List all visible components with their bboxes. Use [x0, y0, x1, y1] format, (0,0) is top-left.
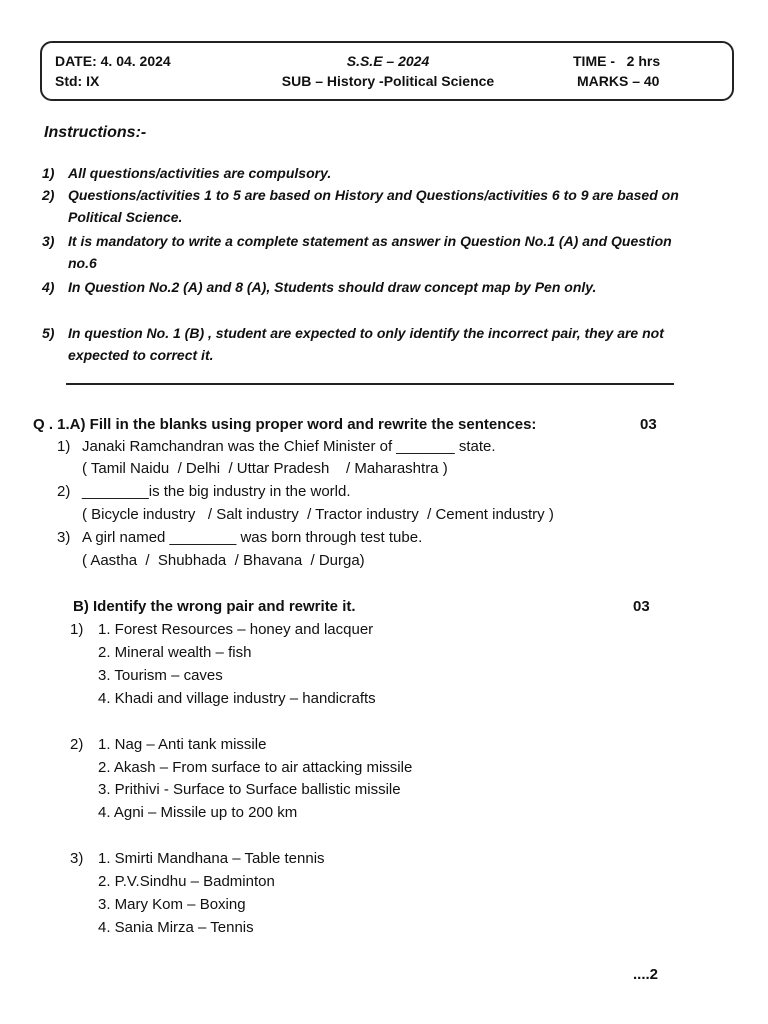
q1a-options: ( Bicycle industry / Salt industry / Tractor industry / Cement industry ) [82, 506, 554, 523]
q1b-pair: 3. Prithivi - Surface to Surface ballistic missile [98, 781, 401, 798]
total-marks: MARKS – 40 [577, 73, 660, 89]
q1a-item-number: 3) [57, 529, 71, 546]
q1a-question: ________is the big industry in the world. [82, 483, 351, 500]
exam-title: S.S.E – 2024 [346, 53, 430, 69]
subject: SUB – History -Political Science [281, 73, 495, 89]
q1b-pair: 1. Smirti Mandhana – Table tennis [98, 850, 325, 867]
q1b-group-number: 2) [70, 736, 84, 753]
q1b-pair: 3. Tourism – caves [98, 667, 223, 684]
instruction-text: It is mandatory to write a complete statement as answer in Question No.1 (A) and Question no.6 [68, 233, 672, 271]
q1a-heading: Q . 1.A) Fill in the blanks using proper word and rewrite the sentences: [33, 416, 537, 433]
q1b-group-number: 1) [70, 621, 84, 638]
q1b-pair: 4. Agni – Missile up to 200 km [98, 804, 298, 821]
instruction-number: 3) [42, 233, 55, 249]
q1b-marks: 03 [633, 598, 650, 615]
standard: Std: IX [55, 73, 100, 89]
q1b-pair: 3. Mary Kom – Boxing [98, 896, 246, 913]
q1a-options: ( Tamil Naidu / Delhi / Uttar Pradesh / Maharashtra ) [82, 460, 448, 477]
exam-duration: TIME - 2 hrs [573, 53, 661, 69]
q1b-group-number: 3) [70, 850, 84, 867]
q1b-pair: 2. P.V.Sindhu – Badminton [98, 873, 275, 890]
instructions-title: Instructions:- [44, 124, 147, 141]
q1b-pair: 4. Sania Mirza – Tennis [98, 919, 254, 936]
header-box [40, 41, 734, 101]
page-continuation-marker: ....2 [633, 966, 659, 983]
q1a-item-number: 1) [57, 438, 71, 455]
instruction-number: 4) [42, 279, 55, 295]
q1b-pair: 1. Forest Resources – honey and lacquer [98, 621, 374, 638]
q1a-item-number: 2) [57, 483, 71, 500]
q1b-pair: 2. Mineral wealth – fish [98, 644, 252, 661]
instruction-number: 2) [42, 187, 55, 203]
instruction-text: In question No. 1 (B) , student are expected to only identify the incorrect pair, they are not expected to correct it. [68, 325, 664, 363]
instruction-text: In Question No.2 (A) and 8 (A), Students should draw concept map by Pen only. [68, 279, 597, 295]
q1a-question: Janaki Ramchandran was the Chief Minister of _______ state. [82, 438, 496, 455]
q1a-options: ( Aastha / Shubhada / Bhavana / Durga) [82, 552, 365, 569]
q1b-heading: B) Identify the wrong pair and rewrite it. [73, 598, 356, 615]
q1a-marks: 03 [640, 416, 657, 433]
q1b-pair: 2. Akash – From surface to air attacking missile [98, 759, 413, 776]
instruction-number: 5) [42, 325, 55, 341]
q1a-question: A girl named ________ was born through test tube. [82, 529, 423, 546]
instruction-number: 1) [42, 165, 55, 181]
instruction-text: All questions/activities are compulsory. [68, 165, 332, 181]
q1b-pair: 1. Nag – Anti tank missile [98, 736, 267, 753]
instruction-text: Questions/activities 1 to 5 are based on History and Questions/activities 6 to 9 are based on Political Science. [68, 187, 679, 225]
q1b-pair: 4. Khadi and village industry – handicrafts [98, 690, 376, 707]
divider-rule [66, 383, 674, 385]
exam-date: DATE: 4. 04. 2024 [55, 53, 171, 69]
